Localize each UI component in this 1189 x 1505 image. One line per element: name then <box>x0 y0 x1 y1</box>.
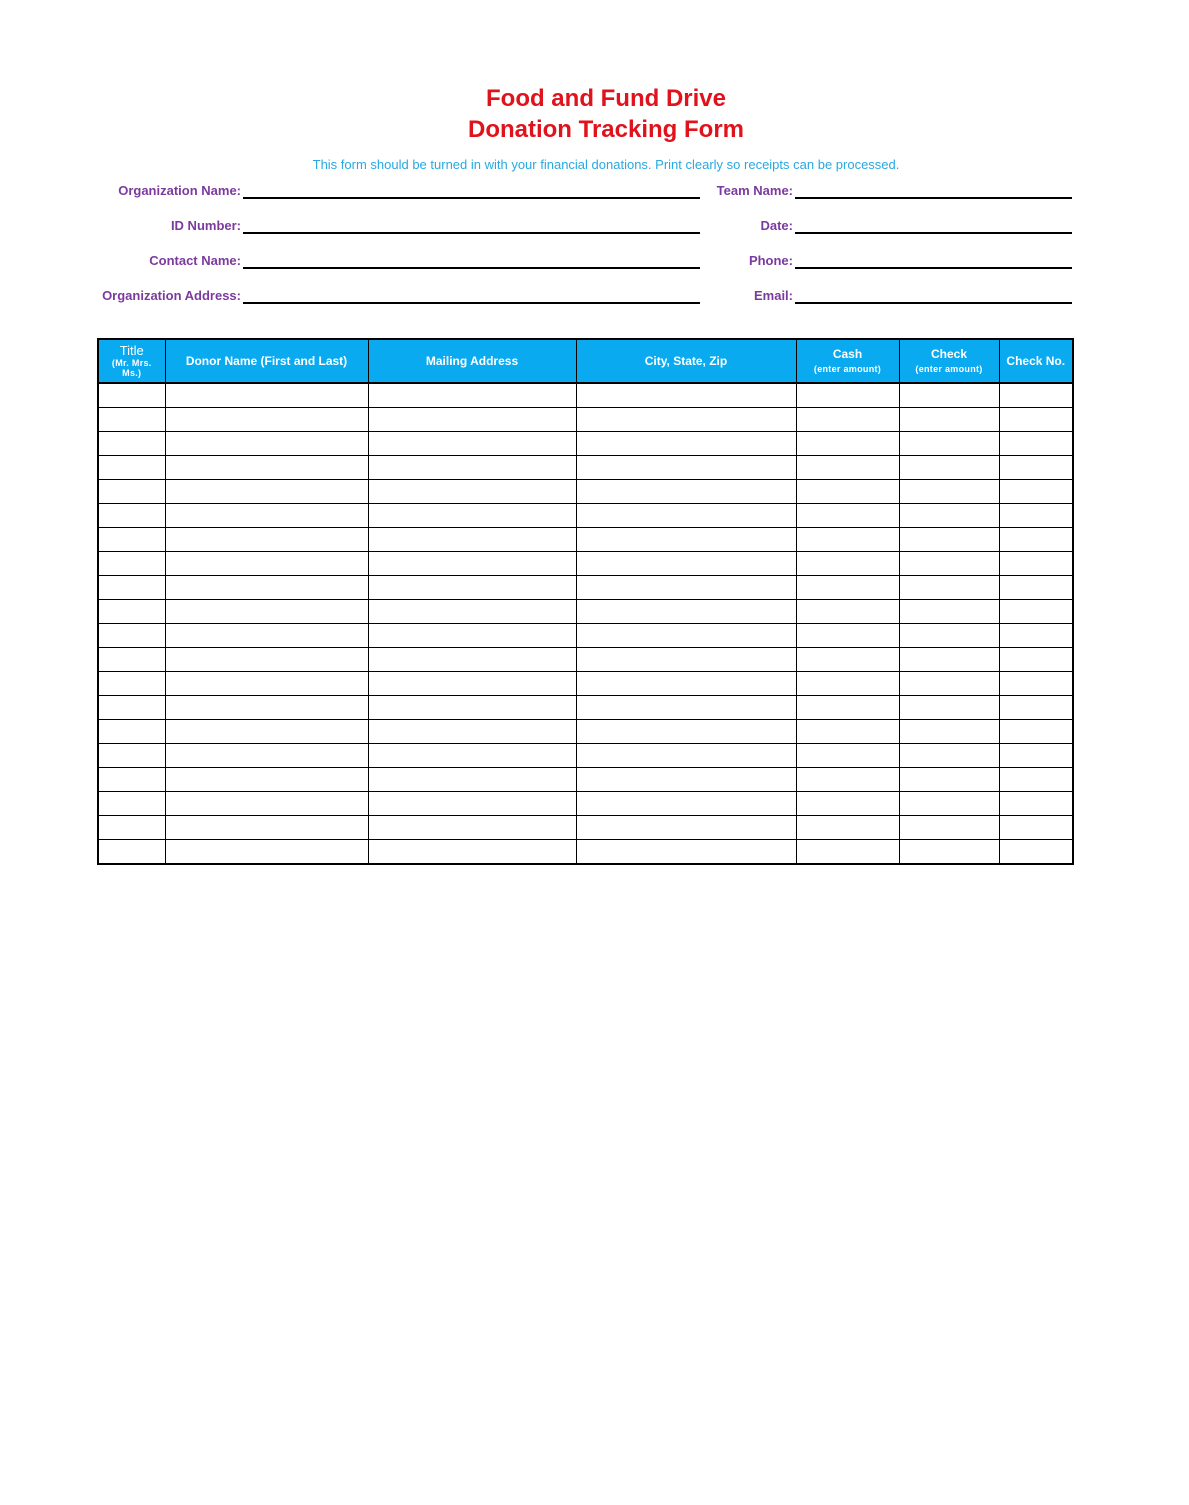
mailing-address-cell[interactable] <box>368 576 576 600</box>
city-state-zip-cell[interactable] <box>576 744 796 768</box>
donor-name-cell[interactable] <box>165 648 368 672</box>
column-header-mailing-address <box>368 339 576 383</box>
cash-cell[interactable] <box>796 816 899 840</box>
city-state-zip-cell[interactable] <box>576 528 796 552</box>
donor-name-cell[interactable] <box>165 552 368 576</box>
check-cell[interactable] <box>899 408 999 432</box>
table-row <box>98 768 1073 792</box>
donor-name-cell[interactable] <box>165 696 368 720</box>
column-header-cash-sub: (enter amount) <box>813 364 882 374</box>
form-title-line-2: Donation Tracking Form <box>467 116 745 143</box>
donor-name-cell[interactable] <box>165 672 368 696</box>
table-row <box>98 552 1073 576</box>
city-state-zip-cell[interactable] <box>576 816 796 840</box>
table-row <box>98 432 1073 456</box>
table-row <box>98 456 1073 480</box>
cash-cell[interactable] <box>796 528 899 552</box>
table-body <box>98 383 1073 864</box>
city-state-zip-cell[interactable] <box>576 552 796 576</box>
mailing-address-cell[interactable] <box>368 792 576 816</box>
column-header-donor-name-label: Donor Name (First and Last) <box>185 354 348 368</box>
column-header-city-state-zip-label: City, State, Zip <box>644 354 728 368</box>
mailing-address-cell[interactable] <box>368 648 576 672</box>
check-cell[interactable] <box>899 720 999 744</box>
city-state-zip-cell[interactable] <box>576 672 796 696</box>
table-row <box>98 504 1073 528</box>
mailing-address-cell[interactable] <box>368 432 576 456</box>
organization-name-label: Organization Name: <box>118 183 241 198</box>
city-state-zip-cell[interactable] <box>576 408 796 432</box>
donor-name-cell[interactable] <box>165 383 368 408</box>
table-row <box>98 576 1073 600</box>
column-header-cash <box>796 339 899 383</box>
donor-name-cell[interactable] <box>165 408 368 432</box>
check-no-cell[interactable] <box>999 768 1073 792</box>
check-no-cell[interactable] <box>999 432 1073 456</box>
check-no-cell[interactable] <box>999 600 1073 624</box>
donor-name-cell[interactable] <box>165 504 368 528</box>
organization-address-field[interactable] <box>243 302 700 304</box>
title-cell[interactable] <box>98 720 165 744</box>
contact-name-field[interactable] <box>243 267 700 269</box>
check-no-cell[interactable] <box>999 408 1073 432</box>
donor-name-cell[interactable] <box>165 456 368 480</box>
table-row <box>98 648 1073 672</box>
email-field[interactable] <box>795 302 1072 304</box>
table-row <box>98 672 1073 696</box>
mailing-address-cell[interactable] <box>368 504 576 528</box>
table-row <box>98 383 1073 408</box>
check-no-cell[interactable] <box>999 672 1073 696</box>
title-cell[interactable] <box>98 768 165 792</box>
table-row <box>98 528 1073 552</box>
organization-address-label: Organization Address: <box>102 288 241 303</box>
cash-cell[interactable] <box>796 720 899 744</box>
check-no-cell[interactable] <box>999 480 1073 504</box>
check-no-cell[interactable] <box>999 552 1073 576</box>
column-header-check-no <box>999 339 1073 383</box>
check-no-cell[interactable] <box>999 504 1073 528</box>
title-cell[interactable] <box>98 840 165 865</box>
email-label: Email: <box>753 288 793 303</box>
column-header-title-label: Title <box>119 343 144 358</box>
mailing-address-cell[interactable] <box>368 768 576 792</box>
team-name-field[interactable] <box>795 197 1072 199</box>
column-header-title-sub: (Mr. Mrs. Ms.) <box>111 358 152 378</box>
check-no-cell[interactable] <box>999 624 1073 648</box>
check-no-cell[interactable] <box>999 744 1073 768</box>
team-name-label: Team Name: <box>716 183 793 198</box>
mailing-address-cell[interactable] <box>368 696 576 720</box>
check-no-cell[interactable] <box>999 528 1073 552</box>
check-no-cell[interactable] <box>999 840 1073 865</box>
check-cell[interactable] <box>899 480 999 504</box>
cash-cell[interactable] <box>796 744 899 768</box>
id-number-field[interactable] <box>243 232 700 234</box>
mailing-address-cell[interactable] <box>368 456 576 480</box>
date-label: Date: <box>760 218 793 233</box>
column-header-check-label: Check <box>930 347 968 361</box>
title-cell[interactable] <box>98 576 165 600</box>
column-header-check-no-label: Check No. <box>1006 354 1066 368</box>
column-header-city-state-zip <box>576 339 796 383</box>
donor-name-cell[interactable] <box>165 816 368 840</box>
check-no-cell[interactable] <box>999 720 1073 744</box>
title-cell[interactable] <box>98 696 165 720</box>
city-state-zip-cell[interactable] <box>576 432 796 456</box>
check-cell[interactable] <box>899 672 999 696</box>
check-cell[interactable] <box>899 600 999 624</box>
mailing-address-cell[interactable] <box>368 552 576 576</box>
city-state-zip-cell[interactable] <box>576 576 796 600</box>
table-row <box>98 408 1073 432</box>
column-header-check <box>899 339 999 383</box>
check-no-cell[interactable] <box>999 383 1073 408</box>
city-state-zip-cell[interactable] <box>576 648 796 672</box>
city-state-zip-cell[interactable] <box>576 480 796 504</box>
city-state-zip-cell[interactable] <box>576 768 796 792</box>
cash-cell[interactable] <box>796 840 899 865</box>
mailing-address-cell[interactable] <box>368 840 576 865</box>
column-header-mailing-address-label: Mailing Address <box>425 354 519 368</box>
table-row <box>98 696 1073 720</box>
form-instructions: This form should be turned in with your financial donations. Print clearly so receipts can be processed. <box>312 157 900 172</box>
mailing-address-cell[interactable] <box>368 408 576 432</box>
title-cell[interactable] <box>98 383 165 408</box>
title-cell[interactable] <box>98 432 165 456</box>
check-cell[interactable] <box>899 816 999 840</box>
table-row <box>98 792 1073 816</box>
title-cell[interactable] <box>98 648 165 672</box>
donor-name-cell[interactable] <box>165 624 368 648</box>
check-cell[interactable] <box>899 552 999 576</box>
table-row <box>98 816 1073 840</box>
title-cell[interactable] <box>98 624 165 648</box>
title-cell[interactable] <box>98 456 165 480</box>
check-cell[interactable] <box>899 792 999 816</box>
city-state-zip-cell[interactable] <box>576 600 796 624</box>
mailing-address-cell[interactable] <box>368 480 576 504</box>
cash-cell[interactable] <box>796 672 899 696</box>
donor-name-cell[interactable] <box>165 768 368 792</box>
city-state-zip-cell[interactable] <box>576 624 796 648</box>
cash-cell[interactable] <box>796 432 899 456</box>
cash-cell[interactable] <box>796 600 899 624</box>
cash-cell[interactable] <box>796 552 899 576</box>
title-cell[interactable] <box>98 816 165 840</box>
city-state-zip-cell[interactable] <box>576 792 796 816</box>
check-cell[interactable] <box>899 432 999 456</box>
table-row <box>98 840 1073 865</box>
date-field[interactable] <box>795 232 1072 234</box>
donation-table <box>97 338 1074 865</box>
cash-cell[interactable] <box>796 576 899 600</box>
check-cell[interactable] <box>899 696 999 720</box>
check-no-cell[interactable] <box>999 792 1073 816</box>
donor-name-cell[interactable] <box>165 576 368 600</box>
column-header-title <box>98 339 165 383</box>
table-row <box>98 720 1073 744</box>
column-header-check-sub: (enter amount) <box>915 364 983 374</box>
cash-cell[interactable] <box>796 456 899 480</box>
title-cell[interactable] <box>98 672 165 696</box>
cash-cell[interactable] <box>796 696 899 720</box>
column-header-cash-label: Cash <box>832 347 863 361</box>
phone-label: Phone: <box>748 253 793 268</box>
check-cell[interactable] <box>899 648 999 672</box>
check-cell[interactable] <box>899 744 999 768</box>
cash-cell[interactable] <box>796 480 899 504</box>
table-row <box>98 624 1073 648</box>
table-header-row <box>98 339 1073 383</box>
check-cell[interactable] <box>899 383 999 408</box>
title-cell[interactable] <box>98 504 165 528</box>
mailing-address-cell[interactable] <box>368 720 576 744</box>
donor-name-cell[interactable] <box>165 792 368 816</box>
title-cell[interactable] <box>98 744 165 768</box>
check-cell[interactable] <box>899 840 999 865</box>
table-row <box>98 480 1073 504</box>
city-state-zip-cell[interactable] <box>576 383 796 408</box>
form-title-line-1: Food and Fund Drive <box>486 85 726 112</box>
check-no-cell[interactable] <box>999 456 1073 480</box>
city-state-zip-cell[interactable] <box>576 840 796 865</box>
phone-field[interactable] <box>795 267 1072 269</box>
cash-cell[interactable] <box>796 624 899 648</box>
check-no-cell[interactable] <box>999 696 1073 720</box>
table-row <box>98 600 1073 624</box>
donor-name-cell[interactable] <box>165 720 368 744</box>
check-no-cell[interactable] <box>999 648 1073 672</box>
mailing-address-cell[interactable] <box>368 672 576 696</box>
check-cell[interactable] <box>899 504 999 528</box>
check-cell[interactable] <box>899 528 999 552</box>
check-no-cell[interactable] <box>999 576 1073 600</box>
title-cell[interactable] <box>98 600 165 624</box>
mailing-address-cell[interactable] <box>368 383 576 408</box>
column-header-donor-name <box>165 339 368 383</box>
title-cell[interactable] <box>98 408 165 432</box>
mailing-address-cell[interactable] <box>368 744 576 768</box>
check-no-cell[interactable] <box>999 816 1073 840</box>
table-row <box>98 744 1073 768</box>
title-cell[interactable] <box>98 792 165 816</box>
check-cell[interactable] <box>899 576 999 600</box>
city-state-zip-cell[interactable] <box>576 504 796 528</box>
check-cell[interactable] <box>899 624 999 648</box>
id-number-label: ID Number: <box>170 218 241 233</box>
check-cell[interactable] <box>899 456 999 480</box>
donor-name-cell[interactable] <box>165 840 368 865</box>
cash-cell[interactable] <box>796 408 899 432</box>
donor-name-cell[interactable] <box>165 432 368 456</box>
city-state-zip-cell[interactable] <box>576 456 796 480</box>
donor-name-cell[interactable] <box>165 744 368 768</box>
cash-cell[interactable] <box>796 383 899 408</box>
cash-cell[interactable] <box>796 648 899 672</box>
organization-name-field[interactable] <box>243 197 700 199</box>
mailing-address-cell[interactable] <box>368 528 576 552</box>
cash-cell[interactable] <box>796 504 899 528</box>
title-cell[interactable] <box>98 480 165 504</box>
mailing-address-cell[interactable] <box>368 816 576 840</box>
check-cell[interactable] <box>899 768 999 792</box>
city-state-zip-cell[interactable] <box>576 720 796 744</box>
mailing-address-cell[interactable] <box>368 624 576 648</box>
donor-name-cell[interactable] <box>165 480 368 504</box>
city-state-zip-cell[interactable] <box>576 696 796 720</box>
cash-cell[interactable] <box>796 768 899 792</box>
donor-name-cell[interactable] <box>165 600 368 624</box>
title-cell[interactable] <box>98 552 165 576</box>
title-cell[interactable] <box>98 528 165 552</box>
donor-name-cell[interactable] <box>165 528 368 552</box>
cash-cell[interactable] <box>796 792 899 816</box>
mailing-address-cell[interactable] <box>368 600 576 624</box>
contact-name-label: Contact Name: <box>149 253 241 268</box>
